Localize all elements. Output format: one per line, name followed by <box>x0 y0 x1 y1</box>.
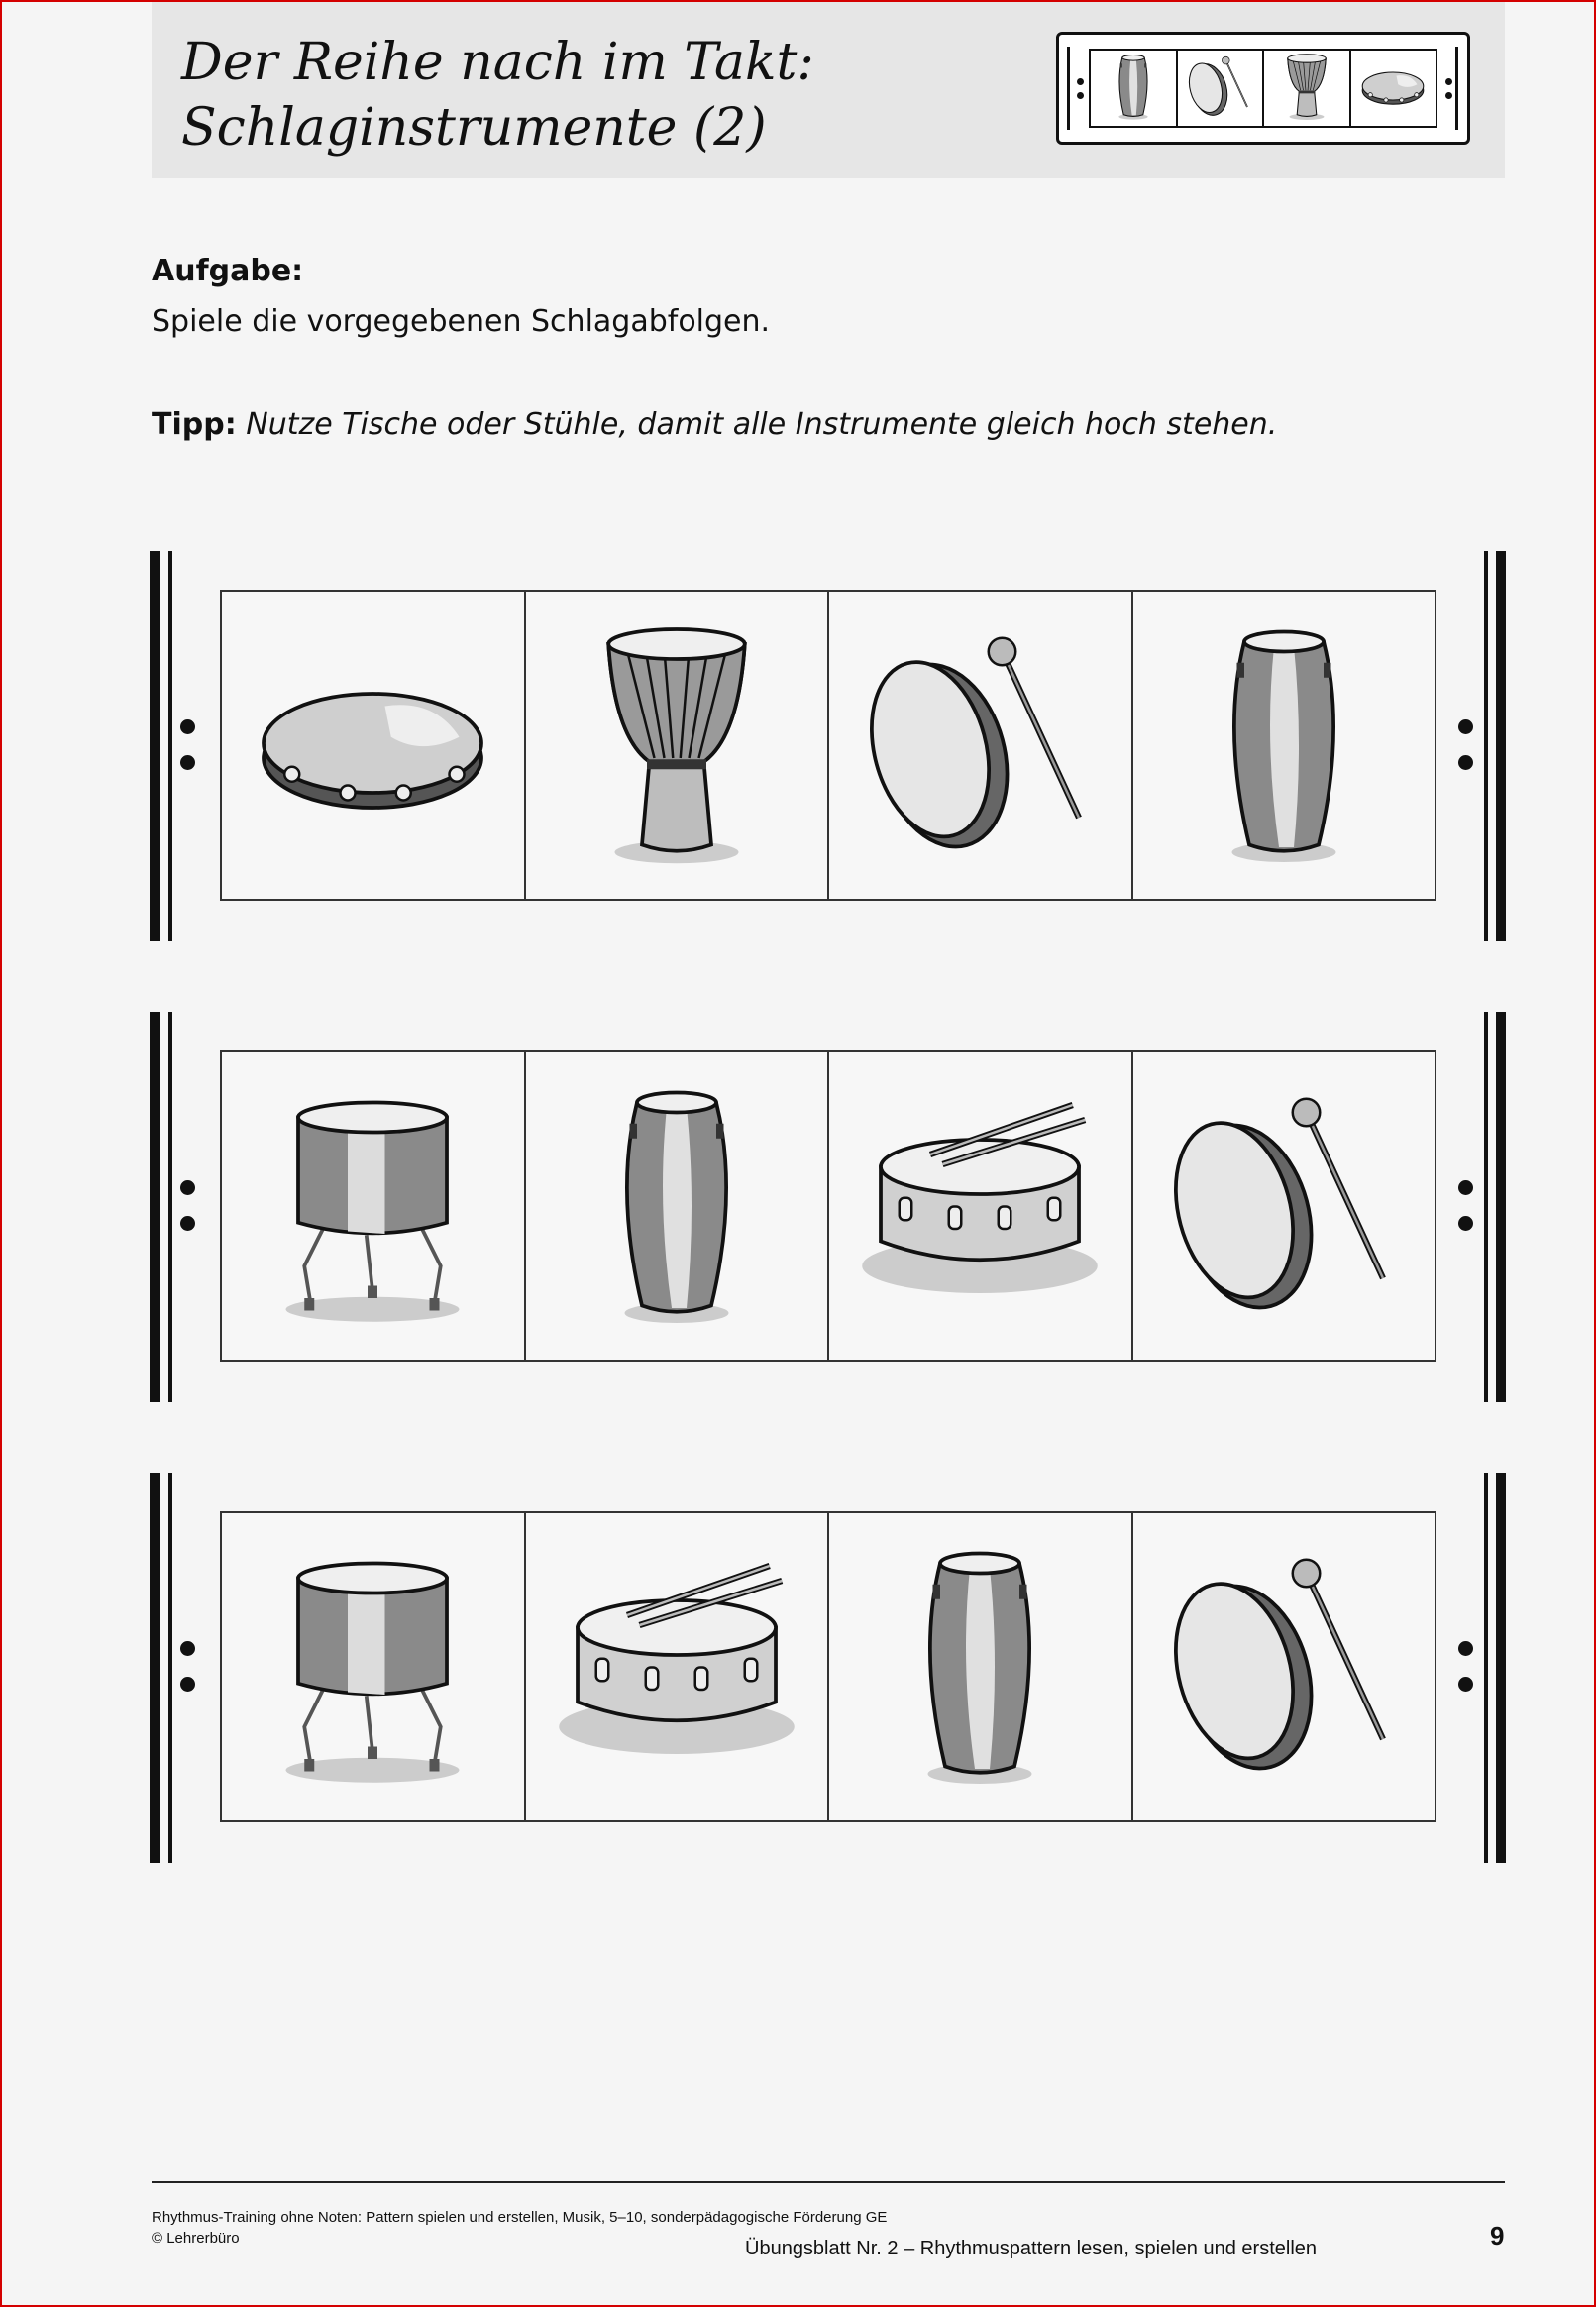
djembe-icon <box>553 619 800 871</box>
pattern-cell <box>222 1052 526 1360</box>
repeat-dot <box>180 755 195 770</box>
repeat-bar <box>1455 47 1458 130</box>
frame-drum-icon <box>1160 1541 1408 1793</box>
frame-drum-icon <box>856 619 1104 871</box>
pattern-cell <box>1133 1052 1436 1360</box>
floor-tom-icon <box>249 1080 496 1332</box>
page-title <box>181 30 814 161</box>
page-number: 9 <box>1490 2221 1505 2251</box>
repeat-bar <box>150 551 160 941</box>
repeat-bar <box>168 1473 172 1863</box>
repeat-bar <box>1484 1473 1488 1863</box>
snare-drum-icon <box>553 1541 800 1793</box>
title-line-2: Schlaginstrumente (2) <box>181 98 767 158</box>
task-label: Aufgabe: <box>152 254 304 288</box>
repeat-bar <box>150 1473 160 1863</box>
repeat-bar <box>150 1012 160 1402</box>
pattern-cell <box>829 1052 1133 1360</box>
repeat-dot <box>180 1641 195 1656</box>
footer-sheet-title: Übungsblatt Nr. 2 – Rhythmuspattern lesen, spielen und erstellen <box>745 2238 1318 2259</box>
frame-drum-icon <box>1160 1080 1408 1332</box>
repeat-dot <box>1458 755 1473 770</box>
repeat-dot <box>1445 78 1452 85</box>
repeat-dot <box>1077 78 1084 85</box>
pattern-row <box>149 1012 1508 1402</box>
preview-cell <box>1264 51 1351 126</box>
frame-drum-icon <box>1185 52 1254 125</box>
floor-tom-icon <box>249 1541 496 1793</box>
preview-cell <box>1091 51 1178 126</box>
task-text: Spiele die vorgegebenen Schlagabfolgen. <box>152 304 771 339</box>
conga-icon <box>856 1541 1104 1793</box>
djembe-icon <box>1272 52 1341 125</box>
repeat-bar <box>1067 47 1070 130</box>
repeat-dot <box>1458 1216 1473 1231</box>
tip-text: Nutze Tische oder Stühle, damit alle Instrumente gleich hoch stehen. <box>246 407 1278 442</box>
preview-cell <box>1178 51 1265 126</box>
repeat-dot <box>180 719 195 734</box>
preview-cell <box>1351 51 1436 126</box>
repeat-bar <box>1496 551 1506 941</box>
repeat-dot <box>180 1180 195 1195</box>
pattern-cell <box>222 1513 526 1820</box>
snare-drum-icon <box>856 1080 1104 1332</box>
conga-icon <box>1160 619 1408 871</box>
repeat-dot <box>1445 92 1452 99</box>
repeat-dot <box>1458 719 1473 734</box>
pattern-cell <box>526 1513 830 1820</box>
preview-strip <box>1089 49 1437 128</box>
pattern-cell <box>1133 592 1436 899</box>
tip-label: Tipp: <box>152 407 237 442</box>
pattern-row <box>149 1473 1508 1863</box>
pattern-cell <box>829 592 1133 899</box>
repeat-bar <box>168 1012 172 1402</box>
tambourine-icon <box>249 619 496 871</box>
repeat-dot <box>1458 1641 1473 1656</box>
tambourine-icon <box>1358 52 1428 125</box>
repeat-dot <box>180 1677 195 1692</box>
repeat-bar <box>1496 1012 1506 1402</box>
repeat-dot <box>1077 92 1084 99</box>
conga-icon <box>1099 52 1168 125</box>
title-line-1: Der Reihe nach im Takt: <box>181 33 814 92</box>
repeat-bar <box>168 551 172 941</box>
pattern-row <box>149 551 1508 941</box>
repeat-dot <box>1458 1677 1473 1692</box>
header-pattern-preview <box>1056 32 1470 145</box>
footer-copyright: © Lehrerbüro <box>152 2230 240 2247</box>
repeat-bar <box>1484 1012 1488 1402</box>
pattern-cell <box>1133 1513 1436 1820</box>
repeat-bar <box>1484 551 1488 941</box>
repeat-dot <box>1458 1180 1473 1195</box>
conga-icon <box>553 1080 800 1332</box>
pattern-strip <box>220 1050 1436 1362</box>
footer-source: Rhythmus-Training ohne Noten: Pattern spielen und erstellen, Musik, 5–10, sonderpädagogische Förderung GE <box>152 2209 888 2226</box>
repeat-bar <box>1496 1473 1506 1863</box>
pattern-cell <box>526 592 830 899</box>
header <box>152 2 1505 178</box>
footer-divider <box>152 2181 1505 2183</box>
tip <box>152 407 1277 442</box>
pattern-cell <box>829 1513 1133 1820</box>
pattern-cell <box>222 592 526 899</box>
repeat-dot <box>180 1216 195 1231</box>
pattern-cell <box>526 1052 830 1360</box>
pattern-strip <box>220 590 1436 901</box>
pattern-strip <box>220 1511 1436 1822</box>
